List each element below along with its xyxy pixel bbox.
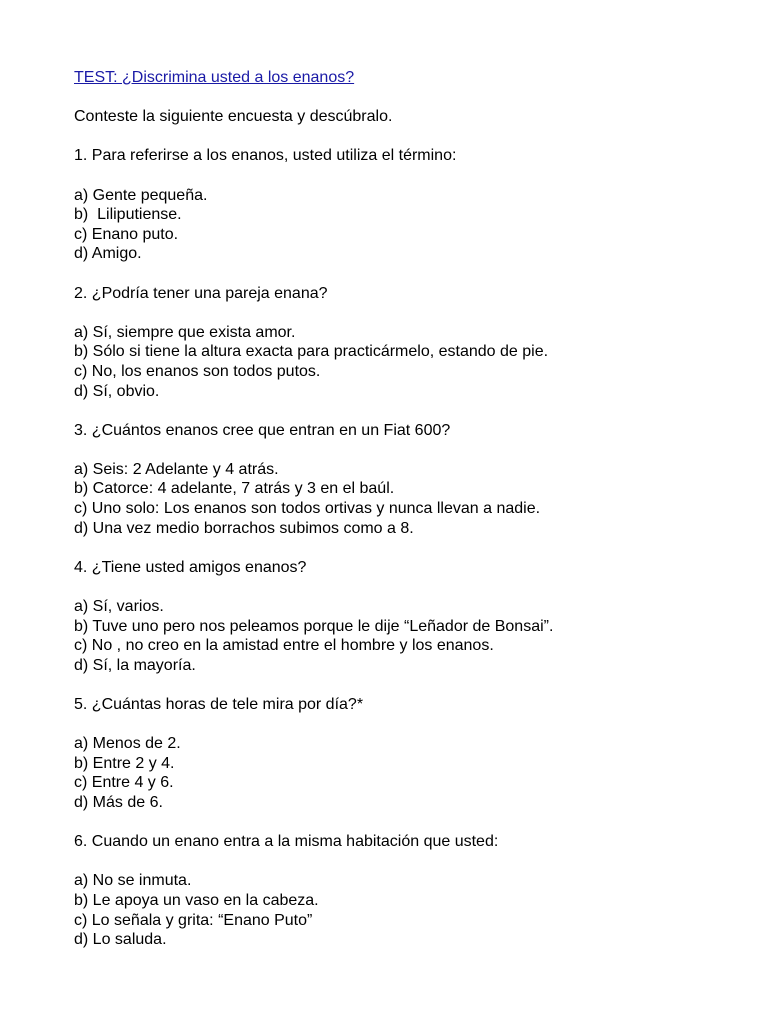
document-intro: Conteste la siguiente encuesta y descúbralo. — [74, 108, 393, 126]
answer-option: b) Tuve uno pero nos peleamos porque le dije “Leñador de Bonsai”. — [74, 617, 554, 635]
answer-option: d) Una vez medio borrachos subimos como a 8. — [74, 519, 414, 537]
answer-option: b) Liliputiense. — [74, 206, 182, 224]
question-block — [74, 146, 754, 264]
question-block — [74, 284, 754, 402]
answer-option: b) Le apoya un vaso en la cabeza. — [74, 891, 319, 909]
answer-option: b) Catorce: 4 adelante, 7 atrás y 3 en el baúl. — [74, 480, 395, 498]
answer-option: a) Gente pequeña. — [74, 186, 208, 204]
answer-option: d) Sí, la mayoría. — [74, 656, 196, 674]
answer-option: a) Menos de 2. — [74, 735, 181, 753]
question-text: 1. Para referirse a los enanos, usted utiliza el término: — [74, 147, 457, 165]
answer-option: d) Lo saluda. — [74, 931, 167, 949]
document-page — [74, 68, 754, 969]
answer-option: a) Seis: 2 Adelante y 4 atrás. — [74, 460, 279, 478]
answer-option: d) Sí, obvio. — [74, 382, 160, 400]
answer-option: a) No se inmuta. — [74, 872, 192, 890]
question-text: 6. Cuando un enano entra a la misma habitación que usted: — [74, 833, 499, 851]
question-block — [74, 421, 754, 539]
answer-option: c) No , no creo en la amistad entre el hombre y los enanos. — [74, 637, 494, 655]
answer-option: c) Lo señala y grita: “Enano Puto” — [74, 911, 313, 929]
question-text: 4. ¿Tiene usted amigos enanos? — [74, 558, 307, 576]
question-block — [74, 832, 754, 950]
question-block — [74, 558, 754, 676]
answer-option: a) Sí, siempre que exista amor. — [74, 323, 296, 341]
question-text: 5. ¿Cuántas horas de tele mira por día?* — [74, 696, 364, 713]
answer-option: c) Entre 4 y 6. — [74, 774, 174, 792]
answer-option: c) Uno solo: Los enanos son todos ortivas y nunca llevan a nadie. — [74, 500, 541, 518]
answer-option: a) Sí, varios. — [74, 598, 164, 616]
question-text: 3. ¿Cuántos enanos cree que entran en un Fiat 600? — [74, 421, 451, 439]
answer-option: b) Sólo si tiene la altura exacta para practicármelo, estando de pie. — [74, 343, 549, 361]
question-block — [74, 695, 754, 813]
answer-option: c) Enano puto. — [74, 225, 179, 243]
answer-option: c) No, los enanos son todos putos. — [74, 362, 321, 380]
answer-option: b) Entre 2 y 4. — [74, 754, 175, 772]
answer-option: d) Más de 6. — [74, 793, 163, 811]
document-title-link[interactable]: TEST: ¿Discrimina usted a los enanos? — [74, 69, 355, 86]
question-text: 2. ¿Podría tener una pareja enana? — [74, 284, 328, 302]
answer-option: d) Amigo. — [74, 245, 142, 263]
